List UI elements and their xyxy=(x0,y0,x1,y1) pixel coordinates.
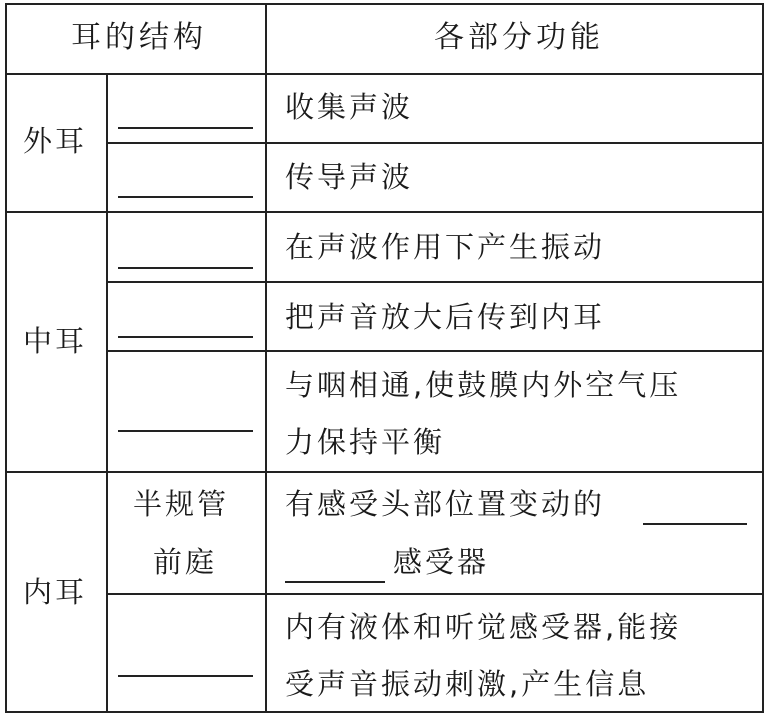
inner-ear-part-line2: 前庭 xyxy=(153,545,218,579)
answer-blank[interactable] xyxy=(118,196,253,198)
answer-blank[interactable] xyxy=(285,581,385,583)
header-function: 各部分功能 xyxy=(434,20,604,55)
label-middle-ear: 中耳 xyxy=(23,324,88,358)
function-text: 内有液体和听觉感受器,能接 xyxy=(285,610,682,644)
answer-blank[interactable] xyxy=(118,675,253,677)
row-divider xyxy=(106,281,764,283)
table-border-right xyxy=(762,3,764,713)
function-text: 受声音振动刺激,产生信息 xyxy=(285,667,650,701)
ear-structure-table xyxy=(5,3,764,713)
inner-ear-part-line1: 半规管 xyxy=(133,487,230,521)
answer-blank[interactable] xyxy=(118,430,253,432)
function-text: 与咽相通,使鼓膜内外空气压 xyxy=(285,368,682,402)
col-divider-main xyxy=(265,3,267,713)
row-divider xyxy=(106,593,764,595)
answer-blank[interactable] xyxy=(643,523,747,525)
function-text: 传导声波 xyxy=(285,160,414,194)
table-border-left xyxy=(5,3,7,713)
label-outer-ear: 外耳 xyxy=(23,124,88,158)
row-divider xyxy=(106,350,764,352)
group-divider-middle-inner xyxy=(5,471,764,473)
header-structure: 耳的结构 xyxy=(71,20,207,55)
answer-blank[interactable] xyxy=(118,336,253,338)
col-divider-sub xyxy=(106,73,108,713)
function-text: 力保持平衡 xyxy=(285,425,446,459)
function-text: 有感受头部位置变动的 xyxy=(285,487,606,521)
function-text: 感受器 xyxy=(393,545,490,579)
function-text: 把声音放大后传到内耳 xyxy=(285,300,606,334)
function-text: 收集声波 xyxy=(285,90,414,124)
header-bottom-line xyxy=(5,73,764,75)
table-border-bottom xyxy=(5,711,764,713)
answer-blank[interactable] xyxy=(118,127,253,129)
answer-blank[interactable] xyxy=(118,267,253,269)
row-divider xyxy=(106,142,764,144)
group-divider-outer-middle xyxy=(5,211,764,213)
table-border-top xyxy=(5,3,764,5)
label-inner-ear: 内耳 xyxy=(23,575,88,609)
function-text: 在声波作用下产生振动 xyxy=(285,230,606,264)
